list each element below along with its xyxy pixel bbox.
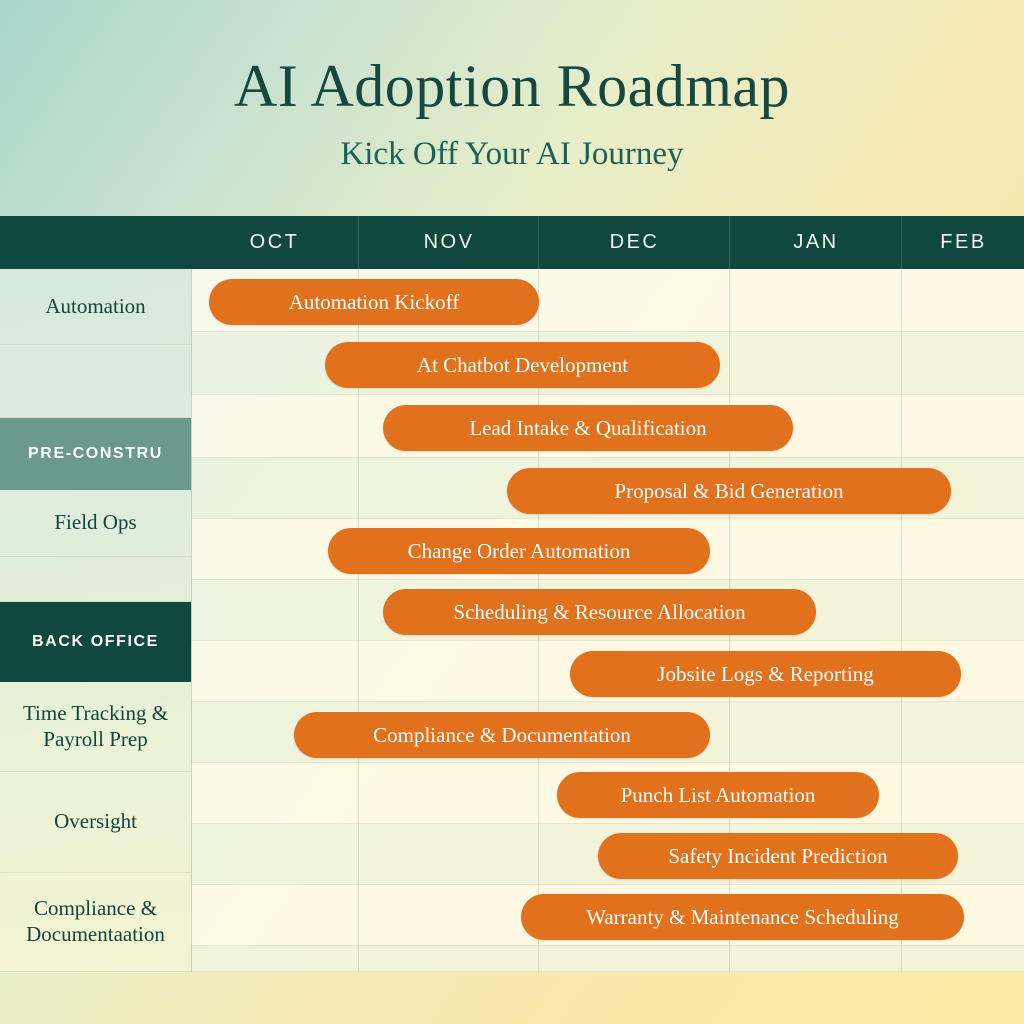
row-group-pre-construction: PRE-CONSTRU xyxy=(0,418,191,490)
column-header-jan: JAN xyxy=(729,216,902,269)
gantt-grid xyxy=(0,216,1024,972)
column-header-feb: FEB xyxy=(901,216,1024,269)
gantt-bar-punch-list-automation[interactable]: Punch List Automation xyxy=(557,772,879,818)
gantt-body xyxy=(0,269,1024,972)
gantt-bar-change-order-automation[interactable]: Change Order Automation xyxy=(328,528,710,574)
gantt-bar-jobsite-logs-reporting[interactable]: Jobsite Logs & Reporting xyxy=(570,651,961,697)
gantt-bar-safety-incident-prediction[interactable]: Safety Incident Prediction xyxy=(598,833,958,879)
column-header-oct: OCT xyxy=(249,231,300,253)
gantt-bar-proposal-bid-generation[interactable]: Proposal & Bid Generation xyxy=(507,468,951,514)
gantt-bar-scheduling-resource-allocation[interactable]: Scheduling & Resource Allocation xyxy=(383,589,816,635)
month-header-row xyxy=(0,216,1024,269)
page-title: AI Adoption Roadmap xyxy=(233,53,791,119)
row-band xyxy=(191,946,1024,972)
row-group-back-office: BACK OFFICE xyxy=(0,602,191,682)
row-label-automation: Automation xyxy=(0,269,191,345)
row-label-oversight: Oversight xyxy=(0,772,191,873)
row-label-blank-1 xyxy=(0,345,191,418)
row-label-compliance-documentation: Compliance & Documentaation xyxy=(0,873,191,972)
gantt-bar-ai-chatbot-development[interactable]: At Chatbot Development xyxy=(325,342,720,388)
column-header-nov: NOV xyxy=(358,216,539,269)
label-column-divider xyxy=(191,269,192,972)
chart-header xyxy=(0,0,1024,216)
gantt-bar-automation-kickoff[interactable]: Automation Kickoff xyxy=(209,279,539,325)
row-label-time-tracking-payroll: Time Tracking & Payroll Prep xyxy=(0,682,191,772)
page-subtitle: Kick Off Your AI Journey xyxy=(340,136,684,172)
gantt-bar-warranty-maintenance-scheduling[interactable]: Warranty & Maintenance Scheduling xyxy=(521,894,964,940)
column-header-dec: DEC xyxy=(538,216,730,269)
row-label-field-ops: Field Ops xyxy=(0,490,191,557)
gantt-bar-compliance-documentation[interactable]: Compliance & Documentation xyxy=(294,712,710,758)
row-label-blank-2 xyxy=(0,557,191,602)
gantt-bar-lead-intake-qualification[interactable]: Lead Intake & Qualification xyxy=(383,405,793,451)
